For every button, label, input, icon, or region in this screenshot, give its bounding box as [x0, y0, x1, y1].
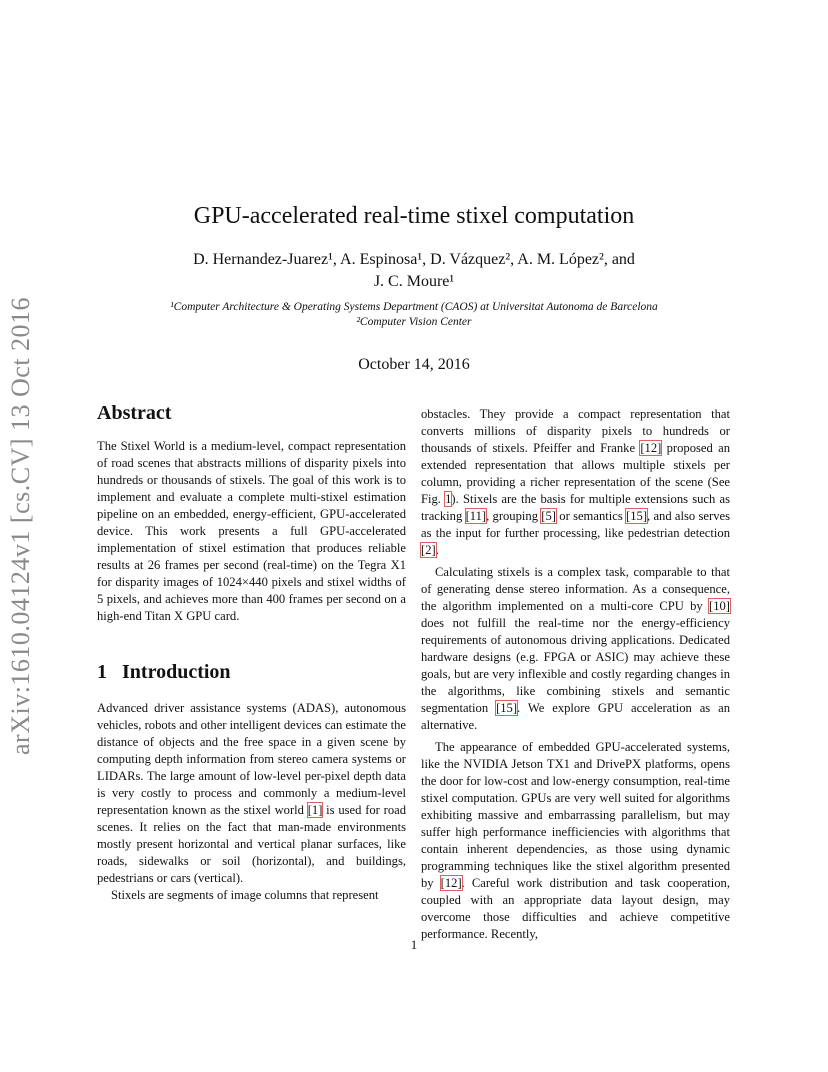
authors-line-2: J. C. Moure¹: [373, 273, 455, 290]
arxiv-identifier: arXiv:1610.04124v1 [cs.CV] 13 Oct 2016: [6, 296, 35, 755]
authors-line-1: D. Hernandez-Juarez¹, A. Espinosa¹, D. Vázquez², A. M. López², and: [193, 251, 635, 268]
citation-link[interactable]: [12]: [440, 876, 462, 890]
citation-link[interactable]: [10]: [709, 599, 730, 613]
introduction-heading: 1 Introduction: [97, 661, 231, 683]
body-text: does not fulfill the real-time nor the energy-efficiency requirements of autonomous driving applications. Dedicated hardware designs (e.g. FPGA or ASIC) may achieve these goals, but are very inflexible and costly regarding changes in the algorithms, like combining stixels and semantic segmentation: [421, 616, 730, 715]
right-paragraph-2: [421, 564, 730, 734]
intro-paragraph-1: [97, 700, 406, 887]
paper-title: GPU-accelerated real-time stixel computation: [193, 203, 635, 229]
abstract-heading: Abstract: [97, 402, 172, 424]
citation-link[interactable]: [1]: [307, 803, 323, 817]
body-text: , grouping: [486, 509, 542, 523]
body-text: or semantics: [555, 509, 627, 523]
citation-link[interactable]: [12]: [640, 441, 662, 455]
body-text: , and also serves as the input for further processing, like pedestrian detection: [421, 509, 730, 540]
figure-link[interactable]: 1: [445, 492, 452, 506]
intro-paragraph-2: Stixels are segments of image columns that represent: [111, 888, 379, 902]
body-text: . We explore GPU acceleration as an alternative.: [421, 701, 730, 732]
body-text: Calculating stixels is a complex task, comparable to that of generating dense stereo information. As a consequence, the algorithm implemented on a multi-core CPU by: [421, 565, 730, 613]
right-paragraph-1: [421, 406, 730, 559]
author-list: [0, 249, 828, 293]
affiliations: [0, 300, 828, 330]
citation-link[interactable]: [15]: [496, 701, 518, 715]
citation-link[interactable]: [15]: [626, 509, 648, 523]
page-number: 1: [410, 937, 418, 952]
citation-link[interactable]: [11]: [465, 509, 487, 523]
body-text: The appearance of embedded GPU-accelerated systems, like the NVIDIA Jetson TX1 and DrivePX platforms, opens the door for low-cost and low-energy consumption, real-time stixel computation. GPUs are very well suited for algorithms exhibiting massive and embarrassing parallelism, but may suffer high performance inefficiencies with algorithms that contain inherent dependencies, as those using dynamic programming techniques like the stixel algorithm presented by: [421, 740, 730, 890]
right-column: [421, 406, 730, 943]
left-column: [97, 400, 406, 904]
citation-link[interactable]: [2]: [421, 543, 436, 557]
citation-link[interactable]: [5]: [541, 509, 556, 523]
paper-date: October 14, 2016: [358, 356, 470, 373]
intro-text: Advanced driver assistance systems (ADAS), autonomous vehicles, robots and other intelligent devices can estimate the distance of objects and the free space in a given scene by computing depth information from stereo camera systems or LIDARs. The large amount of low-level per-pixel depth data is very costly to process and commonly a medium-level representation known as the stixel world: [97, 701, 406, 817]
abstract-text: The Stixel World is a medium-level, compact representation of road scenes that abstracts millions of disparity pixels into hundreds or thousands of stixels. The goal of this work is to implement and evaluate a complete multi-stixel estimation pipeline on an embedded, energy-efficient, GPU-accelerated device. This work presents a full GPU-accelerated implementation of stixel estimation that produces reliable results at 26 frames per second (real-time) on the Tegra X1 for disparity images of 1024×440 pixels and stixel widths of 5 pixels, and achieves more than 400 frames per second on a high-end Titan X GPU card.: [97, 439, 406, 623]
body-text: . Careful work distribution and task cooperation, coupled with an appropriate data layout design, may overcome those difficulties and achieve competitive performance. Recently,: [421, 876, 730, 941]
body-text: .: [435, 543, 439, 557]
affiliation-1: ¹Computer Architecture & Operating Systems Department (CAOS) at Universitat Autonoma de Barcelona: [170, 301, 658, 313]
intro-text: is used for road scenes. It relies on the fact that man-made environments mostly present horizontal and vertical planar surfaces, like roads, sidewalks or soil (horizontal), and buildings, pedestrians or cars (vertical).: [97, 803, 407, 885]
body-text: obstacles. They provide a compact representation that converts millions of disparity pixels to hundreds or thousands of stixels. Pfeiffer and Franke: [421, 407, 730, 455]
affiliation-2: ²Computer Vision Center: [356, 316, 472, 328]
body-text: ). Stixels are the basis for multiple extensions such as tracking: [421, 492, 730, 523]
body-text: proposed an extended representation that allows multiple stixels per column, providing a richer representation of the scene (See Fig.: [421, 441, 730, 506]
right-paragraph-3: [421, 739, 730, 943]
